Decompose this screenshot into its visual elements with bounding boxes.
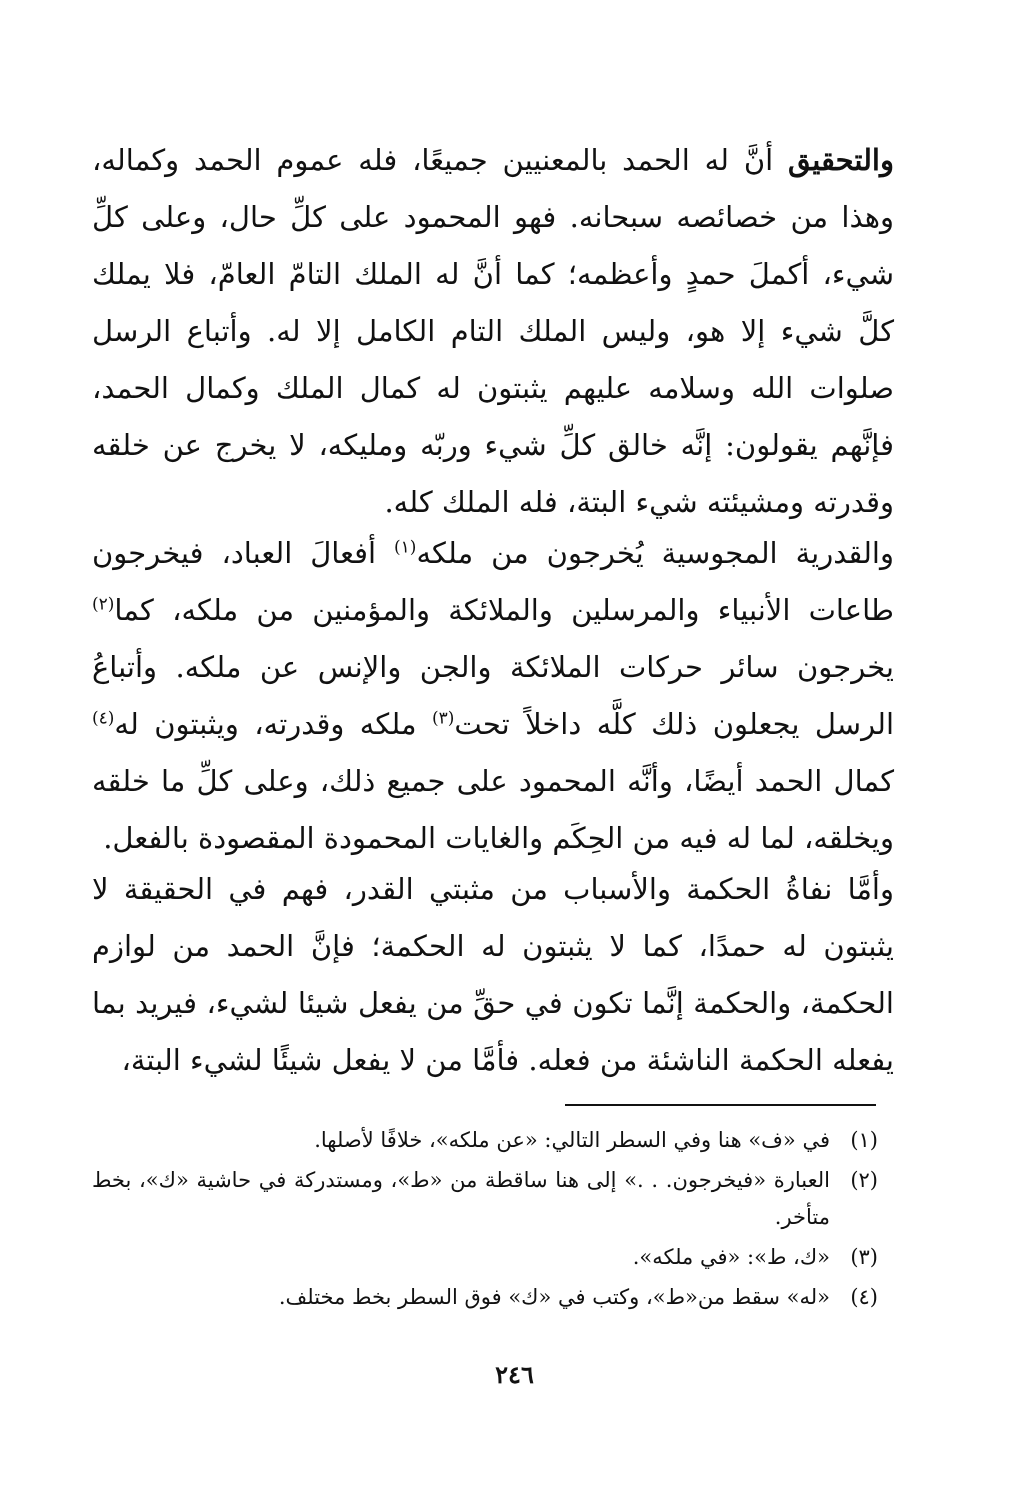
footnote-number: (٣) — [850, 1245, 878, 1269]
paragraph-1-text: أنَّ له الحمد بالمعنيين جميعًا، فله عموم الحمد وكماله، وهذا من خصائصه سبحانه. فهو المحمود على كلِّ حال، وعلى كلِّ شيء، أكملَ حمدٍ وأعظمه؛ كما أنَّ له الملك التامّ العامّ، فلا يملك كلَّ شيء إلا هو، وليس الملك التام الكامل إلا له. وأتباع الرسل صلوات الله وسلامه عليهم يثبتون له كمال الملك وكمال الحمد، فإنَّهم يقولون: إنَّه خالق كلِّ شيء وربّه ومليكه، لا يخرج عن خلقه وقدرته ومشيئته شيء البتة، فله الملك كله. — [92, 143, 894, 519]
footnote-ref-4[interactable]: (٤) — [92, 708, 115, 729]
footnote-number: (٤) — [850, 1285, 878, 1309]
footnote-2 — [92, 1162, 878, 1236]
paragraph-2-text-1: والقدرية المجوسية يُخرجون من ملكه — [416, 536, 894, 570]
paragraph-1-lead-word: والتحقيق — [788, 143, 894, 177]
paragraph-2-text-3: يخرجون سائر حركات الملائكة والجن والإنس عن ملكه. وأتباعُ الرسل يجعلون ذلك كلَّه داخلاً تحت — [92, 650, 894, 741]
paragraph-2-text-4: ملكه وقدرته، ويثبتون له — [114, 707, 432, 741]
footnote-text: «ك، ط»: «في ملكه». — [632, 1245, 830, 1269]
paragraph-3-text: وأمَّا نفاةُ الحكمة والأسباب من مثبتي القدر، فهم في الحقيقة لا يثبتون له حمدًا، كما لا يثبتون له الحكمة؛ فإنَّ الحمد من لوازم الحكمة، والحكمة إنَّما تكون في حقِّ من يفعل شيئا لشيء، فيريد بما يفعله الحكمة الناشئة من فعله. فأمَّا من لا يفعل شيئًا لشيء البتة، — [92, 872, 894, 1077]
footnote-ref-2[interactable]: (٢) — [92, 594, 115, 615]
paragraph-2 — [92, 525, 894, 867]
footnote-ref-1[interactable]: (١) — [394, 537, 417, 558]
paragraph-3 — [92, 861, 894, 1089]
footnotes-list — [92, 1122, 878, 1319]
paragraph-2-text-2: أفعالَ العباد، فيخرجون طاعات الأنبياء والمرسلين والملائكة والمؤمنين من ملكه، كما — [92, 536, 894, 627]
footnote-3 — [92, 1239, 878, 1276]
footnote-number: (٢) — [850, 1168, 878, 1192]
footnote-text: «له» سقط من«ط»، وكتب في «ك» فوق السطر بخط مختلف. — [278, 1285, 830, 1309]
paragraph-1 — [92, 132, 894, 531]
footnote-number: (١) — [850, 1128, 878, 1152]
footnote-ref-3[interactable]: (٣) — [431, 708, 455, 729]
footnote-4 — [92, 1279, 878, 1316]
footnote-divider — [565, 1104, 876, 1106]
page-number: ٢٤٦ — [495, 1360, 534, 1389]
paragraph-2-text-5: كمال الحمد أيضًا، وأنَّه المحمود على جميع ذلك، وعلى كلِّ ما خلقه ويخلقه، لما له فيه من الحِكَم والغايات المحمودة المقصودة بالفعل. — [92, 764, 894, 855]
footnote-text: في «ف» هنا وفي السطر التالي: «عن ملكه»، خلافًا لأصلها. — [314, 1128, 830, 1152]
footnote-1 — [92, 1122, 878, 1159]
footnote-text: العبارة «فيخرجون. . .» إلى هنا ساقطة من «ط»، ومستدركة في حاشية «ك»، بخط متأخر. — [92, 1168, 830, 1229]
